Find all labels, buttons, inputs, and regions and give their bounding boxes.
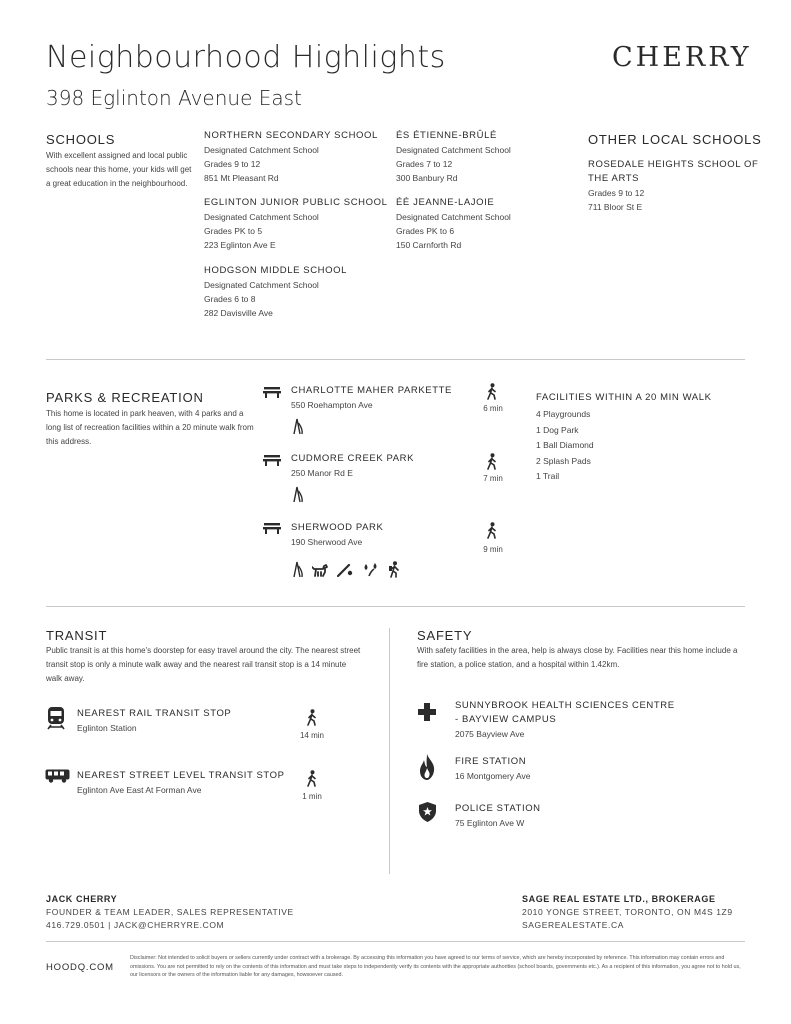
trail-icon [388, 561, 400, 578]
park-name: CHARLOTTE MAHER PARKETTE [291, 385, 452, 396]
school-address: 282 Davisville Ave [204, 308, 273, 318]
school-address: 223 Eglinton Ave E [204, 240, 276, 250]
park-bench-icon [263, 386, 281, 398]
flame-icon [419, 754, 435, 780]
park-item-charlotte-maher [291, 384, 476, 412]
school-grades: Grades 7 to 12 [396, 159, 453, 169]
school-type: Designated Catchment School [204, 280, 319, 290]
bus-icon [45, 769, 70, 783]
dog-park-icon [312, 563, 328, 577]
transit-title: NEAREST STREET LEVEL TRANSIT STOP [77, 770, 285, 781]
transit-item-street [77, 769, 302, 797]
safety-address: 16 Montgomery Ave [455, 771, 531, 781]
agent-block [46, 894, 346, 930]
facility-playgrounds: 4 Playgrounds [536, 409, 591, 419]
school-address: 150 Carnforth Rd [396, 240, 462, 250]
facility-ball-diamond: 1 Ball Diamond [536, 440, 594, 450]
other-schools-heading: OTHER LOCAL SCHOOLS [588, 132, 762, 147]
park-item-cudmore-creek [291, 452, 476, 480]
park-name: SHERWOOD PARK [291, 522, 384, 533]
safety-heading: SAFETY [417, 628, 473, 643]
playground-icon [292, 561, 304, 578]
safety-address: 2075 Bayview Ave [455, 729, 525, 739]
school-item-eglinton-junior [204, 196, 389, 252]
transit-title: NEAREST RAIL TRANSIT STOP [77, 708, 232, 719]
school-name: ÉÉ JEANNE-LAJOIE [396, 197, 495, 208]
school-item-etienne-brule [396, 129, 576, 185]
school-grades: Grades 6 to 8 [204, 294, 256, 304]
school-name: ROSEDALE HEIGHTS SCHOOL OF THE ARTS [588, 159, 759, 184]
school-item-rosedale-heights [588, 158, 763, 214]
park-address: 190 Sherwood Ave [291, 537, 363, 547]
walk-time: 9 min [483, 545, 503, 554]
school-name: NORTHERN SECONDARY SCHOOL [204, 130, 378, 141]
transit-detail: Eglinton Station [77, 723, 137, 733]
agent-contact[interactable]: 416.729.0501 | JACK@CHERRYRE.COM [46, 920, 225, 930]
walk-icon [486, 522, 498, 539]
safety-intro: With safety facilities in the area, help is always close by. Facilities near this home include a fire station, a police station, and a hospital within 1.42km. [417, 646, 738, 669]
train-icon [47, 706, 65, 730]
safety-title: POLICE STATION [455, 803, 541, 814]
school-name: EGLINTON JUNIOR PUBLIC SCHOOL [204, 197, 388, 208]
park-address: 250 Manor Rd E [291, 468, 353, 478]
facility-trail: 1 Trail [536, 471, 560, 481]
transit-item-rail [77, 707, 292, 735]
school-type: Designated Catchment School [396, 212, 511, 222]
school-grades: Grades 9 to 12 [588, 188, 645, 198]
divider [46, 941, 745, 942]
column-divider [389, 628, 390, 874]
transit-heading: TRANSIT [46, 628, 108, 643]
school-grades: Grades PK to 6 [396, 226, 455, 236]
parks-intro: This home is located in park heaven, with 4 parks and a long list of recreation facilities within a 20 minute walk from this address. [46, 409, 254, 446]
safety-item-hospital [455, 699, 735, 741]
school-grades: Grades PK to 5 [204, 226, 263, 236]
facility-splash-pads: 2 Splash Pads [536, 455, 591, 466]
school-address: 851 Mt Pleasant Rd [204, 173, 279, 183]
school-type: Designated Catchment School [396, 145, 511, 155]
school-item-hodgson [204, 264, 389, 320]
walk-icon [306, 770, 318, 787]
divider [46, 606, 745, 607]
hospital-cross-icon [418, 703, 436, 721]
safety-title: FIRE STATION [455, 756, 527, 767]
walk-icon [486, 383, 498, 400]
walk-time: 6 min [483, 404, 503, 413]
agent-name: JACK CHERRY [46, 894, 118, 904]
park-bench-icon [263, 454, 281, 466]
playground-icon [292, 486, 304, 503]
walk-time: 7 min [483, 474, 503, 483]
walk-time: 14 min [299, 731, 324, 740]
park-item-sherwood [291, 521, 476, 549]
school-address: 711 Bloor St E [588, 202, 643, 212]
park-address: 550 Roehampton Ave [291, 400, 373, 410]
park-name: CUDMORE CREEK PARK [291, 453, 415, 464]
safety-address: 75 Eglinton Ave W [455, 818, 525, 828]
ball-diamond-icon [337, 563, 353, 577]
brokerage-name: SAGE REAL ESTATE LTD., BROKERAGE [522, 894, 716, 904]
hoodq-link[interactable]: HOODQ.COM [46, 962, 114, 973]
school-name: ÉS ÉTIENNE-BRÛLÉ [396, 130, 497, 141]
schools-heading: SCHOOLS [46, 132, 116, 147]
school-type: Designated Catchment School [204, 212, 319, 222]
safety-title: SUNNYBROOK HEALTH SCIENCES CENTRE [455, 700, 675, 711]
school-address: 300 Banbury Rd [396, 173, 458, 183]
page-address: 398 Eglinton Avenue East [46, 86, 302, 110]
safety-title-line2: - BAYVIEW CAMPUS [455, 714, 557, 725]
agent-role: FOUNDER & TEAM LEADER, SALES REPRESENTATIVE [46, 907, 294, 917]
divider [46, 359, 745, 360]
police-badge-icon [419, 802, 436, 822]
school-item-northern [204, 129, 389, 185]
brand-logo: CHERRY [612, 42, 752, 73]
walk-icon [306, 709, 318, 726]
playground-icon [292, 418, 304, 435]
disclaimer-text: Disclaimer: Not intended to solicit buyers or sellers currently under contract with a brokerage. By accessing this information you have agreed to our terms of service, which are hereby incorporated by reference. This information may contain errors and omissions. You are not permitted to rely on the contents of this information and must take steps to independently verify its contents with the appropriate authorities (school boards, governments etc.). As a recipient of this information, you agree not to hold us, our licensors or the owners of the information liable for any damages, howsoever caused. [130, 955, 741, 978]
brokerage-website[interactable]: SAGEREALESTATE.CA [522, 920, 624, 930]
schools-intro: With excellent assigned and local public schools near this home, your kids will get a great education in the neighbourhood. [46, 151, 192, 188]
facilities-heading: FACILITIES WITHIN A 20 MIN WALK [536, 392, 712, 403]
park-bench-icon [263, 522, 281, 534]
walk-time: 1 min [302, 792, 322, 801]
parks-heading: PARKS & RECREATION [46, 390, 204, 405]
transit-detail: Eglinton Ave East At Forman Ave [77, 785, 202, 795]
school-type: Designated Catchment School [204, 145, 319, 155]
splash-pad-icon [362, 562, 380, 577]
page-title: Neighbourhood Highlights [46, 40, 446, 75]
transit-intro: Public transit is at this home's doorstep for easy travel around the city. The nearest street transit stop is only a minute walk away and the nearest rail transit stop is a 14 minute walk away. [46, 646, 361, 683]
brokerage-address: 2010 YONGE STREET, TORONTO, ON M4S 1Z9 [522, 907, 733, 917]
walk-icon [486, 453, 498, 470]
facility-dog-park: 1 Dog Park [536, 424, 579, 435]
brokerage-block [522, 894, 752, 930]
school-name: HODGSON MIDDLE SCHOOL [204, 265, 347, 276]
school-grades: Grades 9 to 12 [204, 159, 261, 169]
facilities-block [536, 391, 736, 485]
safety-item-police-station [455, 802, 655, 830]
school-item-jeanne-lajoie [396, 196, 576, 252]
safety-item-fire-station [455, 755, 655, 783]
